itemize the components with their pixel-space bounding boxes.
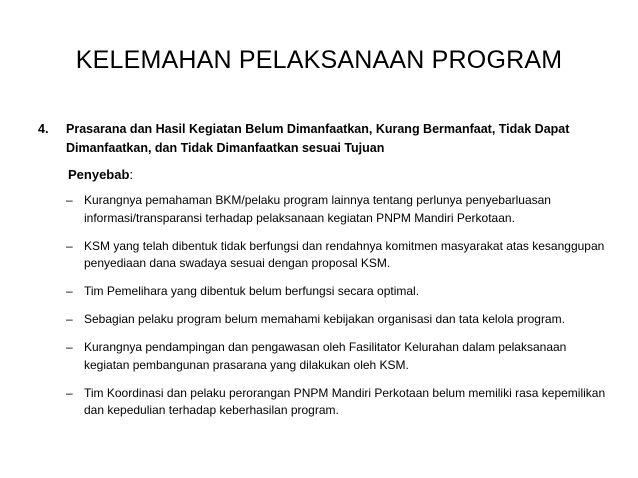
- cause-text: Tim Pemelihara yang dibentuk belum berfungsi secara optimal.: [84, 284, 420, 298]
- slide-title: KELEMAHAN PELAKSANAAN PROGRAM: [75, 46, 563, 74]
- bullet-dash: –: [66, 385, 73, 400]
- cause-text: KSM yang telah dibentuk tidak berfungsi dan rendahnya komitmen masyarakat atas kesanggupan penyediaan dana swadaya sesuai dengan proposal KSM.: [84, 238, 605, 270]
- point-heading: Prasarana dan Hasil Kegiatan Belum Dimanfaatkan, Kurang Bermanfaat, Tidak Dapat Dimanfaatkan, dan Tidak Dimanfaatkan sesuai Tujuan: [66, 122, 570, 155]
- cause-text: Kurangnya pendampingan dan pengawasan oleh Fasilitator Kelurahan dalam pelaksanaan kegiatan pembangunan prasarana yang dilakukan oleh KSM.: [84, 340, 567, 372]
- bullet-dash: –: [66, 193, 73, 207]
- cause-text: Sebagian pelaku program belum memahami kebijakan organisasi dan tata kelola program.: [84, 312, 565, 326]
- bullet-dash: –: [66, 312, 73, 326]
- cause-item: [66, 311, 606, 329]
- bullet-dash: –: [66, 238, 73, 253]
- cause-item: [66, 283, 606, 301]
- cause-label-line: [68, 166, 133, 184]
- cause-item: [66, 385, 606, 420]
- bullet-dash: –: [66, 284, 73, 298]
- point-number: 4.: [38, 122, 49, 136]
- cause-text: Kurangnya pemahaman BKM/pelaku program lainnya tentang perlunya penyebarluasan informasi/transparansi terhadap pelaksanaan kegiatan PNPM Mandiri Perkotaan.: [84, 193, 551, 225]
- cause-item: [66, 339, 606, 374]
- cause-list: [66, 192, 606, 430]
- bullet-dash: –: [66, 340, 73, 354]
- cause-item: [66, 238, 606, 273]
- cause-item: [66, 192, 606, 227]
- cause-text: Tim Koordinasi dan pelaku perorangan PNPM Mandiri Perkotaan belum memiliki rasa kepemilikan dan kepedulian terhadap keberhasilan program.: [84, 385, 606, 417]
- cause-label: Penyebab: [68, 167, 130, 182]
- cause-label-colon: :: [129, 167, 134, 182]
